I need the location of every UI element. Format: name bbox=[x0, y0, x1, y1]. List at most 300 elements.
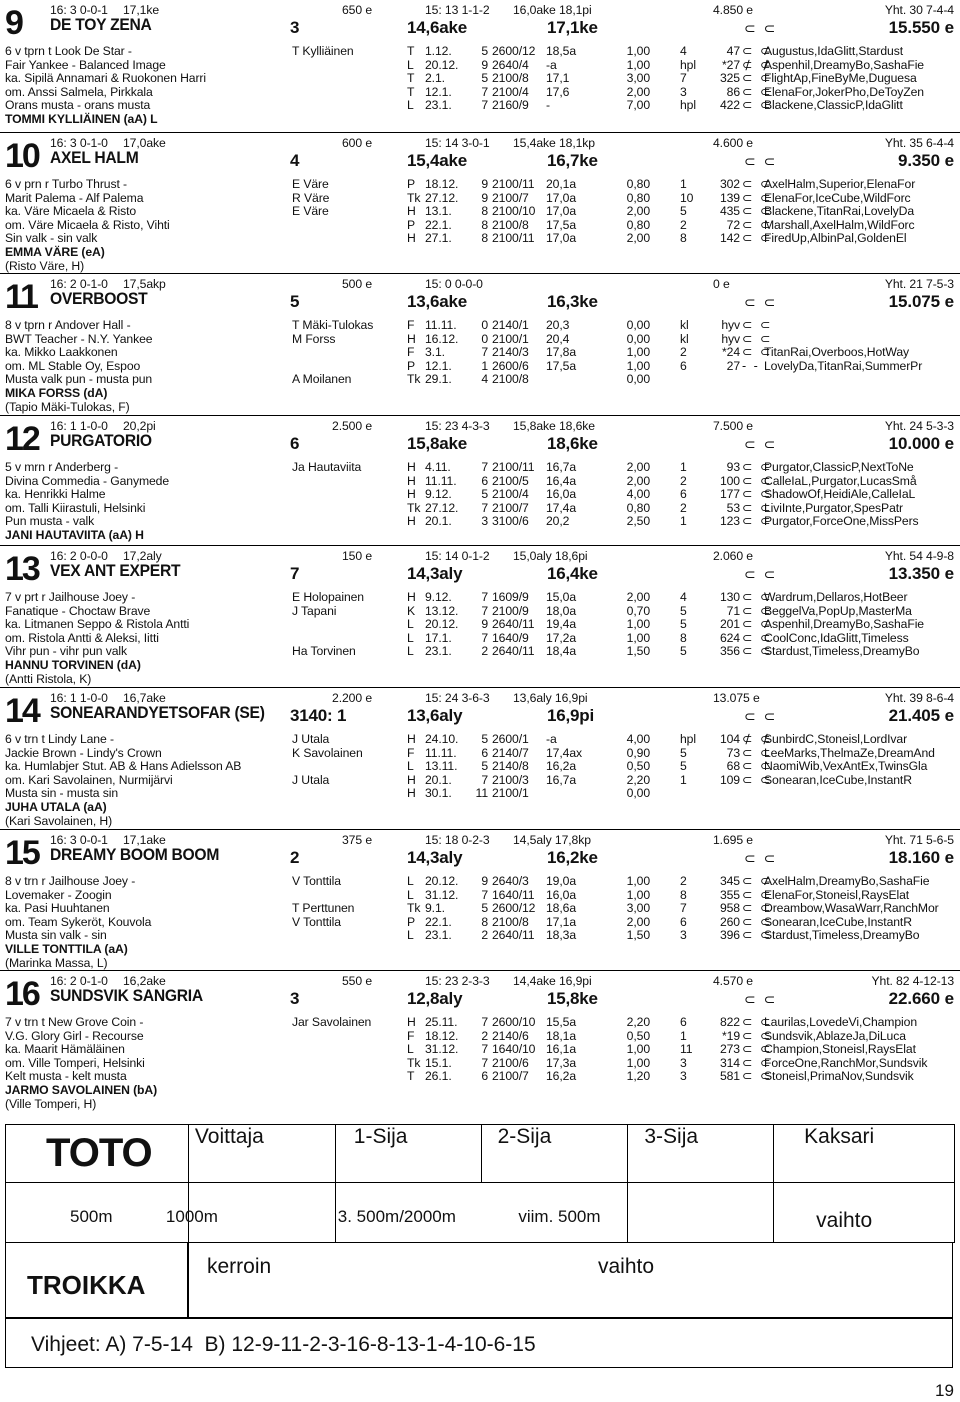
viim-box[interactable]: viim. 500m bbox=[518, 1207, 601, 1226]
start-odds: 0,70 bbox=[626, 603, 650, 618]
start-dist: 2100/3 bbox=[492, 772, 529, 787]
start-val: *19 bbox=[722, 1028, 740, 1043]
pedigree-line: Musta valk pun - musta pun bbox=[5, 372, 153, 387]
start-odds: 1,50 bbox=[626, 928, 650, 943]
start-time: 16,1a bbox=[546, 1042, 576, 1057]
start-t: H bbox=[407, 331, 416, 346]
earnings-2015: 2.060 e bbox=[713, 549, 753, 563]
start-top: Marshall,AxelHalm,WildForc bbox=[764, 217, 915, 232]
start-driver: E Väre bbox=[292, 177, 329, 191]
start-t: H bbox=[407, 590, 416, 604]
pedigree-line: Sin valk - sin valk bbox=[5, 231, 98, 246]
start-pos: 5 bbox=[680, 617, 687, 632]
shoe-icon: ⊂ ⊂ bbox=[742, 772, 773, 787]
start-val: 47 bbox=[726, 44, 740, 58]
start-r: 9 bbox=[481, 617, 488, 632]
start-odds: 1,00 bbox=[626, 358, 650, 373]
pedigree-line: ka. Litmanen Seppo & Ristola Antti bbox=[5, 617, 190, 632]
total-earnings: 10.000 e bbox=[888, 434, 954, 453]
start-odds: 0,80 bbox=[626, 177, 650, 191]
shoe-icon: ⊂ ⊂ bbox=[742, 500, 773, 515]
start-d: 20.12. bbox=[425, 617, 459, 632]
trainer-name: (Tapio Mäki-Tulokas, F) bbox=[5, 399, 130, 414]
start-time: 17,4a bbox=[546, 500, 576, 515]
start-t: T bbox=[407, 44, 415, 58]
tips-row bbox=[5, 1318, 953, 1368]
start-pos: 7 bbox=[680, 71, 687, 86]
start-number: 12 bbox=[5, 420, 39, 458]
best-time-volt: 18,6ke bbox=[547, 434, 598, 453]
start-odds: 0,50 bbox=[626, 759, 650, 774]
m500-box[interactable]: 500m bbox=[70, 1207, 113, 1226]
start-r: 8 bbox=[481, 217, 488, 232]
earnings-2015: 7.500 e bbox=[713, 419, 753, 433]
record-2016: 17,0ake bbox=[123, 136, 166, 150]
earnings-2015: 1.695 e bbox=[713, 833, 753, 847]
pedigree-line: 6 v prn r Turbo Thrust - bbox=[5, 177, 128, 191]
start-t: L bbox=[407, 630, 414, 645]
start-t: P bbox=[407, 177, 416, 191]
start-d: 31.12. bbox=[425, 1042, 459, 1057]
start-dist: 2100/7 bbox=[492, 500, 529, 515]
start-val: 201 bbox=[719, 617, 740, 632]
pedigree-line: Musta sin valk - sin bbox=[5, 928, 107, 943]
start-number: 14 bbox=[5, 692, 39, 730]
start-top: LeeMarks,ThelmaZe,DreamAnd bbox=[764, 745, 935, 760]
start-pos: 10 bbox=[680, 190, 694, 205]
start-val: 123 bbox=[719, 514, 740, 529]
pedigree-line: Marit Palema - Alf Palema bbox=[5, 190, 144, 205]
record-2016: 20,2pi bbox=[123, 419, 156, 433]
best-time-volt: 16,3ke bbox=[547, 292, 598, 311]
driver-name: JARMO SAVOLAINEN (bA) bbox=[5, 1083, 158, 1097]
start-val: 177 bbox=[719, 487, 740, 502]
start-val: 86 bbox=[726, 84, 740, 99]
shoe-icon: ⊂ ⊂ bbox=[742, 617, 773, 632]
start-odds: 3,00 bbox=[626, 71, 650, 86]
betting-form bbox=[5, 1124, 955, 1243]
start-top: Stardust,Timeless,DreamyBo bbox=[764, 928, 920, 943]
start-time: 16,2a bbox=[546, 759, 576, 774]
pedigree-line: 6 v tprn t Look De Star - bbox=[5, 44, 132, 58]
stats-2016: 16: 2 0-1-0 bbox=[50, 974, 108, 988]
start-r: 8 bbox=[481, 914, 488, 929]
start-t: F bbox=[407, 345, 415, 360]
stats-2016: 16: 1 1-0-0 bbox=[50, 691, 108, 705]
start-r: 7 bbox=[481, 630, 488, 645]
start-d: 13.12. bbox=[425, 603, 459, 618]
start-time: 18,1a bbox=[546, 1028, 576, 1043]
start-r: 0 bbox=[481, 331, 488, 346]
start-time: 18,0a bbox=[546, 603, 576, 618]
start-dist: 2100/11 bbox=[492, 177, 535, 191]
start-t: H bbox=[407, 487, 416, 502]
m3-box[interactable]: 3. 500m/2000m bbox=[337, 1207, 456, 1226]
start-top: CoolConc,IdaGlitt,Timeless bbox=[764, 630, 909, 645]
sija3-box[interactable]: 3-Sija bbox=[644, 1125, 699, 1148]
start-dist: 2100/8 bbox=[492, 71, 529, 86]
start-dist: 2600/12 bbox=[492, 901, 536, 916]
start-time: 17,0a bbox=[546, 231, 576, 246]
best-time-auto: 15,8ake bbox=[407, 434, 468, 453]
shoe-icon: ⊂ ⊂ bbox=[742, 745, 773, 760]
start-number: 9 bbox=[5, 4, 22, 42]
start-val: 356 bbox=[719, 644, 740, 659]
start-pos: 4 bbox=[680, 44, 687, 58]
start-time: 16,0a bbox=[546, 487, 576, 502]
start-dist: 2100/1 bbox=[492, 786, 529, 801]
start-r: 7 bbox=[481, 590, 488, 604]
start-d: 11.11. bbox=[425, 473, 457, 488]
start-driver: V Tonttila bbox=[292, 914, 341, 929]
start-driver: A Moilanen bbox=[292, 372, 352, 387]
start-t: T bbox=[407, 1069, 415, 1084]
start-t: H bbox=[407, 1015, 416, 1029]
start-t: H bbox=[407, 231, 416, 246]
start-val: 142 bbox=[719, 231, 740, 246]
start-driver: Jar Savolainen bbox=[292, 1015, 372, 1029]
start-val: 130 bbox=[719, 590, 740, 604]
start-top: Blackene,ClassicP,IdaGlitt bbox=[764, 98, 903, 113]
total-earnings: 22.660 e bbox=[888, 989, 954, 1008]
shoe-icon: ⊂ ⊂ bbox=[742, 217, 773, 232]
start-time: 18,6a bbox=[546, 901, 576, 916]
start-top: BeggelVa,PopUp,MasterMa bbox=[764, 603, 912, 618]
horse-name: SONEARANDYETSOFAR (SE) bbox=[50, 703, 265, 722]
start-t: H bbox=[407, 772, 416, 787]
start-top: ShadowOf,HeidiAle,CalleIaL bbox=[764, 487, 916, 502]
start-val: 396 bbox=[719, 928, 740, 943]
start-val: 958 bbox=[719, 901, 740, 916]
pedigree-line: Fair Yankee - Balanced Image bbox=[5, 57, 166, 72]
start-top: Blackene,TitanRai,LovelyDa bbox=[764, 204, 915, 219]
start-val: hyv bbox=[721, 331, 740, 346]
total-record: Yht. 82 4-12-13 bbox=[871, 974, 954, 988]
start-t: P bbox=[407, 217, 416, 232]
shoe-icon: ⊂ ⊂ bbox=[742, 1055, 773, 1070]
shoe-icon: ⊂ ⊂ bbox=[742, 759, 773, 774]
stats-2015: 15: 18 0-2-3 bbox=[425, 833, 490, 847]
best-time-volt: 16,9pi bbox=[547, 706, 594, 725]
track-position: 6 bbox=[290, 434, 300, 453]
start-time: 16,7a bbox=[546, 772, 576, 787]
shoe-icon: ⊂ ⊂ bbox=[742, 345, 773, 360]
start-odds: 2,00 bbox=[626, 204, 650, 219]
driver-name: HANNU TORVINEN (dA) bbox=[5, 658, 141, 672]
trainer-name: (Risto Väre, H) bbox=[5, 258, 85, 273]
start-r: 5 bbox=[481, 71, 488, 86]
driver-name: TOMMI KYLLIÄINEN (aA) L bbox=[5, 112, 158, 126]
earnings-2016: 2.200 e bbox=[332, 691, 372, 705]
start-t: H bbox=[407, 460, 416, 474]
start-pos: 5 bbox=[680, 603, 687, 618]
start-odds: 2,00 bbox=[626, 231, 650, 246]
start-val: 139 bbox=[719, 190, 740, 205]
start-top: NaomiWib,VexAntEx,TwinsGla bbox=[764, 759, 928, 774]
start-pos: 6 bbox=[680, 487, 687, 502]
vaihto-box[interactable]: vaihto bbox=[816, 1209, 873, 1232]
start-r: 7 bbox=[481, 772, 488, 787]
best-time-auto: 15,4ake bbox=[407, 151, 468, 170]
pedigree-line: om. Kari Savolainen, Nurmijärvi bbox=[5, 772, 173, 787]
start-r: 0 bbox=[481, 318, 488, 332]
start-dist: 2600/6 bbox=[492, 358, 529, 373]
start-dist: 2100/1 bbox=[492, 331, 529, 346]
troikka-vaihto-box[interactable]: vaihto bbox=[598, 1255, 655, 1278]
start-top: Dreambow,WasaWarr,RanchMor bbox=[764, 901, 939, 916]
start-odds: 0,00 bbox=[626, 331, 650, 346]
driver-name: JUHA UTALA (aA) bbox=[5, 800, 107, 814]
start-time: 17,1a bbox=[546, 914, 576, 929]
start-r: 7 bbox=[481, 603, 488, 618]
start-d: 31.12. bbox=[425, 887, 459, 902]
pedigree-line: ka. Sipilä Annamari & Ruokonen Harri bbox=[5, 71, 206, 86]
shoe-icon: ⊂ ⊂ bbox=[742, 487, 773, 502]
entry-divider bbox=[0, 273, 960, 274]
start-pos: kl bbox=[680, 318, 689, 332]
earnings-2015: 4.600 e bbox=[713, 136, 753, 150]
start-r: 7 bbox=[481, 98, 488, 113]
start-d: 22.1. bbox=[425, 914, 452, 929]
start-r: 7 bbox=[481, 500, 488, 515]
best-time-auto: 13,6aly bbox=[407, 706, 463, 725]
track-position: 3 bbox=[290, 989, 300, 1008]
start-d: 11.11. bbox=[425, 318, 457, 332]
start-t: K bbox=[407, 603, 416, 618]
start-top: Augustus,IdaGlitt,Stardust bbox=[764, 44, 903, 58]
start-t: P bbox=[407, 358, 416, 373]
record-2015: 13,6aly 16,9pi bbox=[513, 691, 588, 705]
start-dist: 2640/4 bbox=[492, 57, 529, 72]
start-driver: Ja Hautaviita bbox=[292, 460, 362, 474]
earnings-2016: 150 e bbox=[342, 549, 372, 563]
shoe-icon: ⊂ ⊂ bbox=[742, 928, 773, 943]
pedigree-line: 6 v trn t Lindy Lane - bbox=[5, 732, 114, 746]
start-driver: T Perttunen bbox=[292, 901, 355, 916]
start-val: 73 bbox=[726, 745, 740, 760]
start-d: 4.11. bbox=[425, 460, 451, 474]
shoes-icon: ⊂ ⊂ bbox=[744, 708, 778, 724]
start-pos: 8 bbox=[680, 231, 687, 246]
pedigree-line: ka. Henrikki Halme bbox=[5, 487, 106, 502]
pedigree-line: 5 v mrn r Anderberg - bbox=[5, 460, 119, 474]
start-d: 18.12. bbox=[425, 1028, 459, 1043]
record-2016: 16,7ake bbox=[123, 691, 166, 705]
shoe-icon: ⊂ ⊂ bbox=[742, 1042, 773, 1057]
start-driver: E Väre bbox=[292, 204, 329, 219]
start-val: 355 bbox=[719, 887, 740, 902]
start-time: 15,5a bbox=[546, 1015, 576, 1029]
start-top: LiviInte,Purgator,SpesPatr bbox=[764, 500, 903, 515]
kerroin-box[interactable]: kerroin bbox=[207, 1255, 272, 1278]
start-pos: 3 bbox=[680, 84, 687, 99]
start-number: 16 bbox=[5, 975, 39, 1013]
pedigree-line: Lovemaker - Zoogin bbox=[5, 887, 112, 902]
start-d: 27.12. bbox=[425, 190, 459, 205]
start-odds: 1,00 bbox=[626, 345, 650, 360]
best-time-auto: 12,8aly bbox=[407, 989, 463, 1008]
start-val: 581 bbox=[719, 1069, 740, 1084]
start-time: 20,4 bbox=[546, 331, 570, 346]
start-d: 12.1. bbox=[425, 84, 452, 99]
shoe-icon: ⊂ ⊂ bbox=[742, 44, 773, 58]
earnings-2015: 0 e bbox=[713, 277, 730, 291]
start-pos: kl bbox=[680, 331, 689, 346]
start-val: 435 bbox=[719, 204, 740, 219]
start-r: 4 bbox=[481, 372, 488, 387]
start-t: H bbox=[407, 732, 416, 746]
record-2016: 17,2aly bbox=[123, 549, 162, 563]
start-time: 17,1 bbox=[546, 71, 570, 86]
best-time-auto: 13,6ake bbox=[407, 292, 468, 311]
best-time-volt: 16,7ke bbox=[547, 151, 598, 170]
total-earnings: 21.405 e bbox=[888, 706, 954, 725]
start-time: 17,3a bbox=[546, 1055, 576, 1070]
start-odds: 2,20 bbox=[626, 1015, 650, 1029]
horse-name: OVERBOOST bbox=[50, 289, 148, 308]
start-time: 19,0a bbox=[546, 874, 576, 888]
start-top: Champion,Stoneisl,RaysElat bbox=[764, 1042, 916, 1057]
pedigree-line: ka. Pasi Huuhtanen bbox=[5, 901, 110, 916]
voittaja-box[interactable]: Voittaja bbox=[194, 1125, 264, 1148]
start-dist: 2600/10 bbox=[492, 1015, 536, 1029]
shoe-icon: ⊂ ⊂ bbox=[742, 1069, 773, 1084]
start-odds: 1,00 bbox=[626, 617, 650, 632]
start-driver: T Mäki-Tulokas bbox=[292, 318, 374, 332]
shoe-icon: ⊂ ⊂ bbox=[742, 71, 773, 86]
start-dist: 2140/6 bbox=[492, 1028, 529, 1043]
start-d: 9.12. bbox=[425, 590, 452, 604]
stats-2016: 16: 1 1-0-0 bbox=[50, 419, 108, 433]
start-time: 16,7a bbox=[546, 460, 576, 474]
track-position: 3 bbox=[290, 18, 300, 37]
start-time: 17,0a bbox=[546, 204, 576, 219]
horse-name: VEX ANT EXPERT bbox=[50, 561, 181, 580]
start-driver: E Holopainen bbox=[292, 590, 364, 604]
start-r: 9 bbox=[481, 57, 488, 72]
start-r: 6 bbox=[481, 745, 488, 760]
start-odds: 2,00 bbox=[626, 84, 650, 99]
earnings-2016: 650 e bbox=[342, 3, 372, 17]
start-dist: 2140/7 bbox=[492, 745, 529, 760]
start-top: Sundsvik,AblazeJa,DiLuca bbox=[764, 1028, 906, 1043]
start-top: Aspenhil,DreamyBo,SashaFie bbox=[764, 617, 924, 632]
record-2016: 17,5akp bbox=[123, 277, 166, 291]
best-time-volt: 15,8ke bbox=[547, 989, 598, 1008]
m1000-box[interactable]: 1000m bbox=[165, 1207, 218, 1226]
start-top: Aspenhil,DreamyBo,SashaFie bbox=[764, 57, 924, 72]
start-time: 17,8a bbox=[546, 345, 576, 360]
start-t: L bbox=[407, 874, 414, 888]
sija1-box[interactable]: 1-Sija bbox=[353, 1125, 408, 1148]
horse-name: PURGATORIO bbox=[50, 431, 152, 450]
start-odds: 7,00 bbox=[626, 98, 650, 113]
total-record: Yht. 71 5-6-5 bbox=[884, 833, 954, 847]
start-dist: 1609/9 bbox=[492, 590, 529, 604]
record-2015: 15,0aly 18,6pi bbox=[513, 549, 588, 563]
record-2016: 17,1ke bbox=[123, 3, 159, 17]
start-top: Wardrum,Dellaros,HotBeer bbox=[764, 590, 908, 604]
start-t: T bbox=[407, 71, 415, 86]
start-time: -a bbox=[546, 57, 557, 72]
shoe-icon: ⊂ ⊂ bbox=[742, 590, 773, 604]
start-odds: 0,00 bbox=[626, 372, 650, 387]
start-d: 25.11. bbox=[425, 1015, 458, 1029]
shoe-icon: ⊂ ⊂ bbox=[742, 887, 773, 902]
start-d: 16.12. bbox=[425, 331, 459, 346]
start-time: 17,4ax bbox=[546, 745, 582, 760]
start-time: 19,4a bbox=[546, 617, 576, 632]
start-dist: 2100/5 bbox=[492, 473, 529, 488]
troikka-row bbox=[5, 1242, 953, 1318]
horse-name: DE TOY ZENA bbox=[50, 15, 152, 34]
start-d: 27.1. bbox=[425, 231, 452, 246]
start-top: TitanRai,Overboos,HotWay bbox=[764, 345, 910, 360]
stats-2015: 15: 23 2-3-3 bbox=[425, 974, 490, 988]
stats-2016: 16: 3 0-0-1 bbox=[50, 3, 108, 17]
shoe-icon: ⊂ ⊂ bbox=[742, 204, 773, 219]
start-r: 8 bbox=[481, 204, 488, 219]
start-odds: 1,50 bbox=[626, 644, 650, 659]
start-time: 17,2a bbox=[546, 630, 576, 645]
pedigree-line: Musta sin - musta sin bbox=[5, 786, 119, 801]
start-t: L bbox=[407, 57, 414, 72]
start-time: 20,3 bbox=[546, 318, 570, 332]
start-odds: 0,80 bbox=[626, 190, 650, 205]
driver-name: VILLE TONTTILA (aA) bbox=[5, 942, 128, 956]
start-odds: 2,00 bbox=[626, 473, 650, 488]
start-pos: 1 bbox=[680, 460, 687, 474]
start-d: 23.1. bbox=[425, 928, 452, 943]
pedigree-line: Kelt musta - kelt musta bbox=[5, 1069, 127, 1084]
start-time: 20,1a bbox=[546, 177, 576, 191]
start-pos: 1 bbox=[680, 514, 687, 529]
page-number: 19 bbox=[935, 1381, 954, 1400]
start-pos: 2 bbox=[680, 345, 687, 360]
start-pos: 1 bbox=[680, 1028, 687, 1043]
record-2016: 17,1ake bbox=[123, 833, 166, 847]
start-pos: 2 bbox=[680, 473, 687, 488]
start-val: 314 bbox=[719, 1055, 740, 1070]
start-odds: 4,00 bbox=[626, 732, 650, 746]
shoes-icon: ⊂ ⊂ bbox=[744, 566, 778, 582]
start-dist: 1640/9 bbox=[492, 630, 529, 645]
earnings-2016: 600 e bbox=[342, 136, 372, 150]
shoes-icon: ⊂ ⊂ bbox=[744, 294, 778, 310]
start-val: 822 bbox=[719, 1015, 740, 1029]
stats-2015: 15: 0 0-0-0 bbox=[425, 277, 483, 291]
start-val: 68 bbox=[726, 759, 740, 774]
start-pos: 2 bbox=[680, 500, 687, 515]
shoe-icon: ⊂ ⊂ bbox=[742, 84, 773, 99]
shoe-icon: ⊂ ⊂ bbox=[742, 98, 773, 113]
kaksari-box[interactable]: Kaksari bbox=[804, 1125, 875, 1148]
start-odds: 1,00 bbox=[626, 44, 650, 58]
total-earnings: 15.550 e bbox=[888, 18, 954, 37]
shoe-icon: ⊂ ⊂ bbox=[742, 231, 773, 246]
start-odds: 0,90 bbox=[626, 745, 650, 760]
start-odds: 0,50 bbox=[626, 1028, 650, 1043]
start-t: Tk bbox=[407, 901, 421, 916]
start-r: 5 bbox=[481, 732, 488, 746]
horse-name: AXEL HALM bbox=[50, 148, 139, 167]
start-val: 27 bbox=[726, 358, 740, 373]
sija2-box[interactable]: 2-Sija bbox=[497, 1125, 552, 1148]
entry-divider bbox=[0, 132, 960, 133]
track-position: 2 bbox=[290, 848, 300, 867]
pedigree-line: ka. Mikko Laakkonen bbox=[5, 345, 118, 360]
earnings-2015: 4.570 e bbox=[713, 974, 753, 988]
